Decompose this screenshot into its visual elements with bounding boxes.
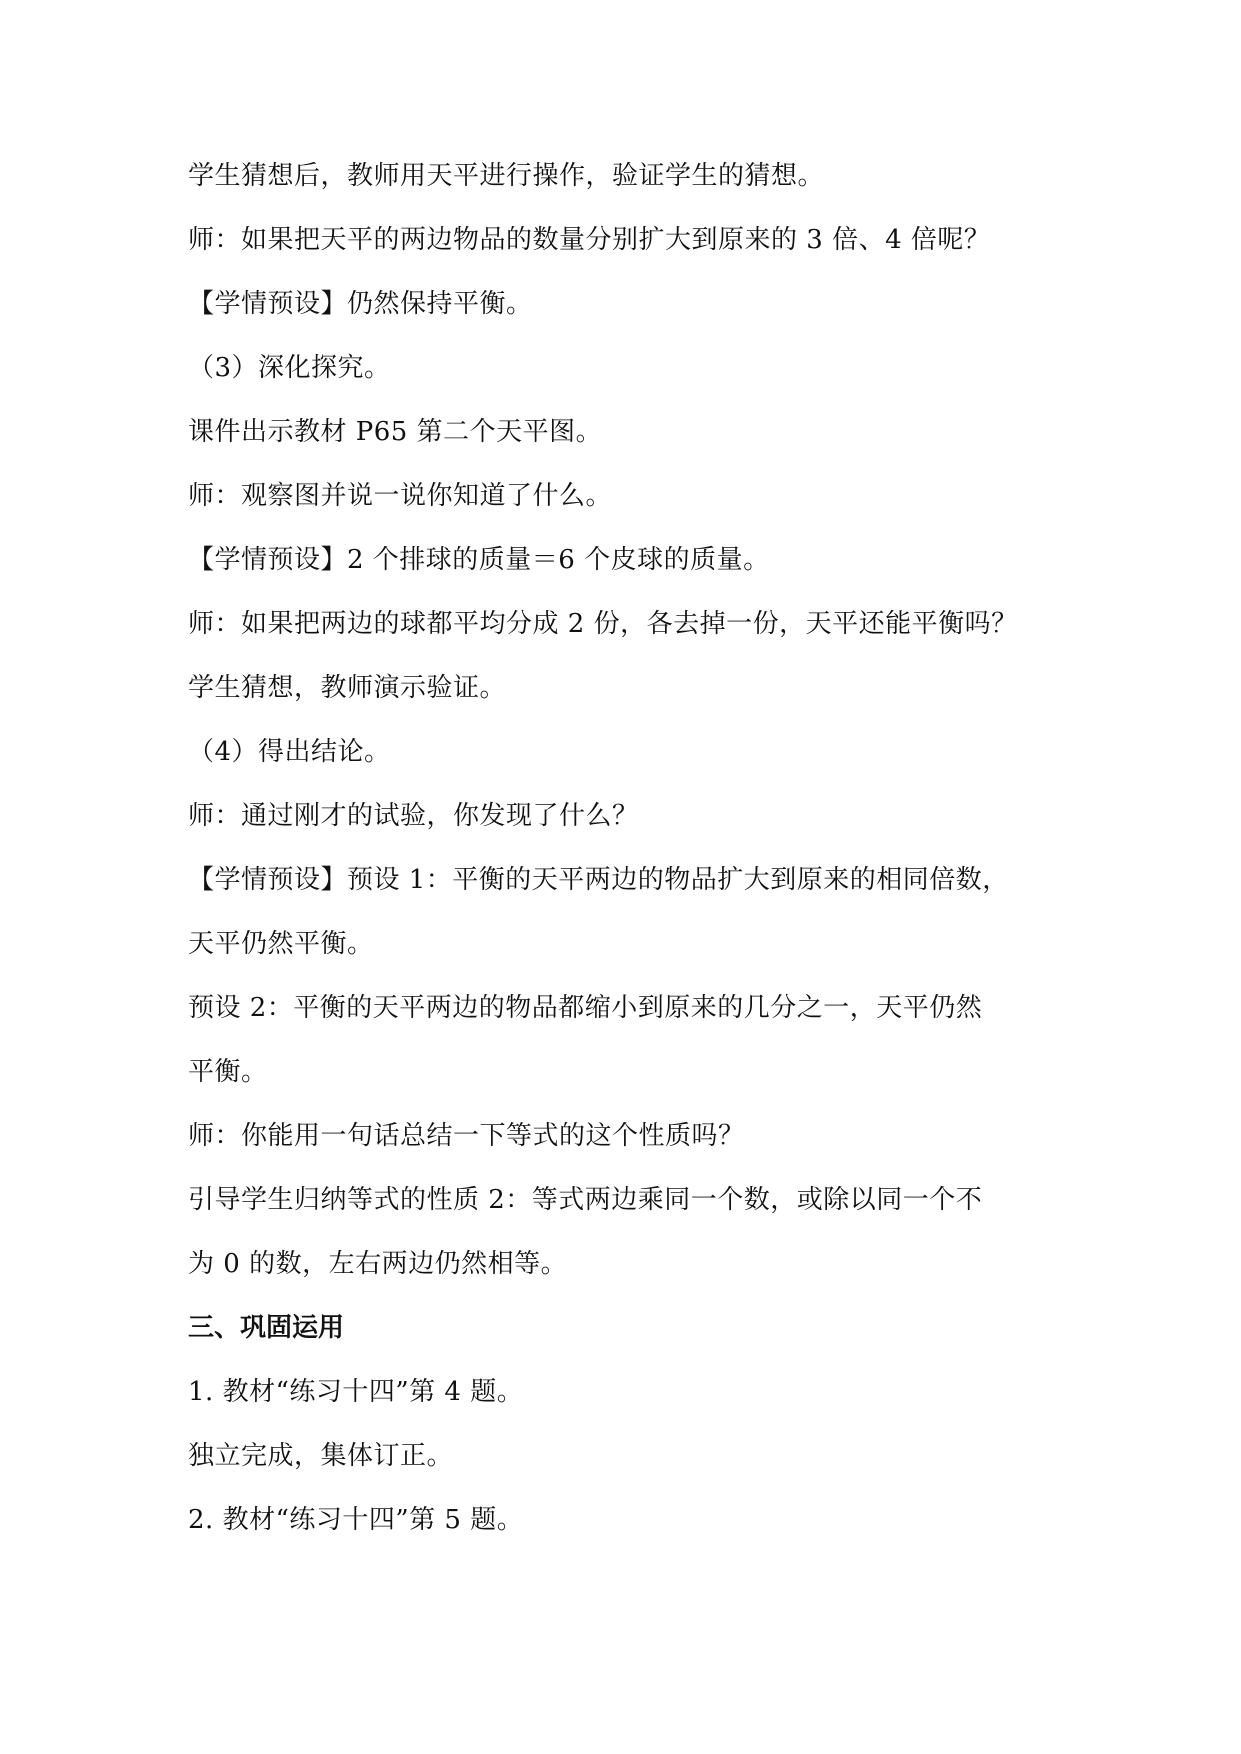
paragraph-line: 【学情预设】2 个排球的质量＝6 个皮球的质量。 <box>188 545 770 575</box>
paragraph-line: 师：你能用一句话总结一下等式的这个性质吗？ <box>188 1121 745 1151</box>
section-item: 独立完成，集体订正。 <box>188 1441 454 1471</box>
section-item: 2. 教材“练习十四”第 5 题。 <box>188 1505 524 1535</box>
paragraph-line: 引导学生归纳等式的性质 2：等式两边乘同一个数，或除以同一个不 <box>188 1185 983 1215</box>
paragraph-line: 【学情预设】仍然保持平衡。 <box>188 289 533 319</box>
paragraph-line: 课件出示教材 P65 第二个天平图。 <box>188 417 603 447</box>
paragraph-line: 为 0 的数，左右两边仍然相等。 <box>188 1249 568 1279</box>
paragraph-line: 师：通过刚才的试验，你发现了什么？ <box>188 801 639 831</box>
document-body <box>188 160 1068 1568</box>
paragraph-line: 师：如果把天平的两边物品的数量分别扩大到原来的 3 倍、4 倍呢？ <box>188 225 991 255</box>
paragraph-line: 学生猜想后，教师用天平进行操作，验证学生的猜想。 <box>188 161 825 191</box>
paragraph-line: 学生猜想，教师演示验证。 <box>188 673 507 703</box>
paragraph-line: 预设 2：平衡的天平两边的物品都缩小到原来的几分之一，天平仍然 <box>188 993 983 1023</box>
paragraph-line: 天平仍然平衡。 <box>188 929 374 959</box>
paragraph-line: 平衡。 <box>188 1057 268 1087</box>
paragraph-line: 师：观察图并说一说你知道了什么。 <box>188 481 613 511</box>
paragraph-line: 师：如果把两边的球都平均分成 2 份，各去掉一份，天平还能平衡吗？ <box>188 609 1018 639</box>
section-item: 1. 教材“练习十四”第 4 题。 <box>188 1377 524 1407</box>
paragraph-line: （4）得出结论。 <box>188 737 391 767</box>
paragraph-line: （3）深化探究。 <box>188 353 391 383</box>
section-heading: 三、巩固运用 <box>188 1313 345 1343</box>
paragraph-line: 【学情预设】预设 1：平衡的天平两边的物品扩大到原来的相同倍数， <box>188 865 1009 895</box>
